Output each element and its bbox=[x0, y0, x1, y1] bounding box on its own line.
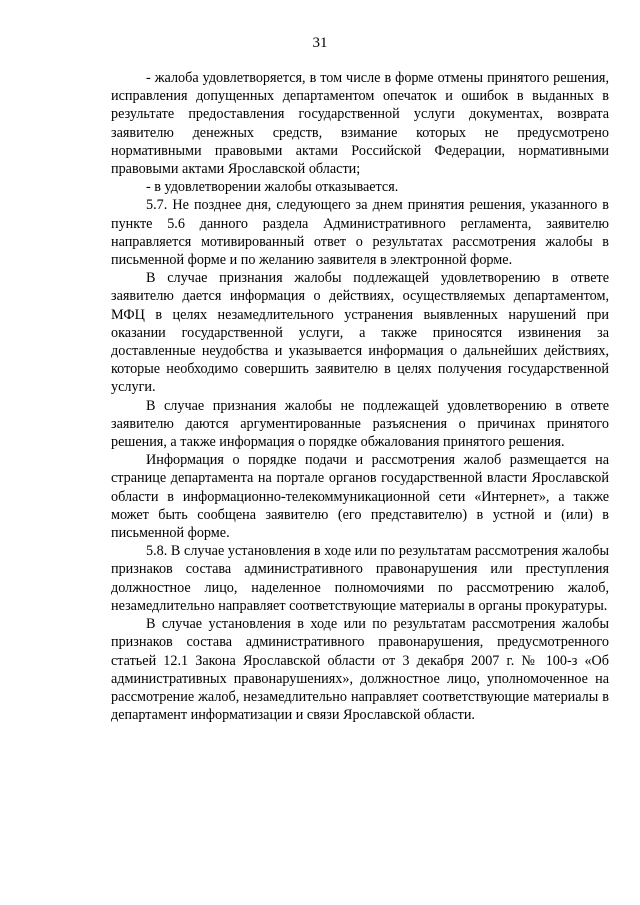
paragraph-satisfied-response: В случае признания жалобы подлежащей удовлетворению в ответе заявителю дается информация о действиях, осуществляемых департаментом, МФЦ в целях незамедлительного устранения выявленных нарушений при оказании государственной услуги, а также приносятся извинения за доставленные неудобства и указывается информация о дальнейших действиях, которые необходимо совершить заявителю в целях получения государственной услуги. bbox=[111, 270, 609, 396]
paragraph-complaint-info: Информация о порядке подачи и рассмотрения жалоб размещается на странице департамента на портале органов государственной власти Ярославской области в информационно-телекоммуникационной сети «Интернет», а также может быть сообщена заявителю (его представителю) в устной и (или) в письменной форме. bbox=[111, 452, 609, 542]
document-body bbox=[111, 69, 609, 724]
paragraph-complaint-satisfied: - жалоба удовлетворяется, в том числе в форме отмены принятого решения, исправления допущенных департаментом опечаток и ошибок в выданных в результате предоставления государственной услуги документах, возврата заявителю денежных средств, взимание которых не предусмотрено нормативными правовыми актами Российской Федерации, нормативными правовыми актами Ярославской области; bbox=[111, 70, 609, 178]
paragraph-5-7: 5.7. Не позднее дня, следующего за днем принятия решения, указанного в пункте 5.6 данного раздела Административного регламента, заявителю направляется мотивированный ответ о результатах рассмотрения жалобы в письменной форме и по желанию заявителя в электронной форме. bbox=[111, 197, 609, 269]
paragraph-complaint-refused: - в удовлетворении жалобы отказывается. bbox=[146, 179, 399, 196]
page-number: 31 bbox=[312, 35, 328, 51]
paragraph-administrative-offense: В случае установления в ходе или по результатам рассмотрения жалобы признаков состава административного правонарушения, предусмотренного статьей 12.1 Закона Ярославской области от 3 декабря 2007 г. № 100-з «Об административных правонарушениях», должностное лицо, уполномоченное на рассмотрение жалоб, незамедлительно направляет соответствующие материалы в департамент информатизации и связи Ярославской области. bbox=[111, 616, 609, 724]
paragraph-refused-response: В случае признания жалобы не подлежащей удовлетворению в ответе заявителю даются аргументированные разъяснения о причинах принятого решения, а также информация о порядке обжалования принятого решения. bbox=[111, 397, 609, 451]
paragraph-5-8: 5.8. В случае установления в ходе или по результатам рассмотрения жалобы признаков состава административного правонарушения или преступления должностное лицо, наделенное полномочиями по рассмотрению жалоб, незамедлительно направляет соответствующие материалы в органы прокуратуры. bbox=[111, 543, 609, 614]
